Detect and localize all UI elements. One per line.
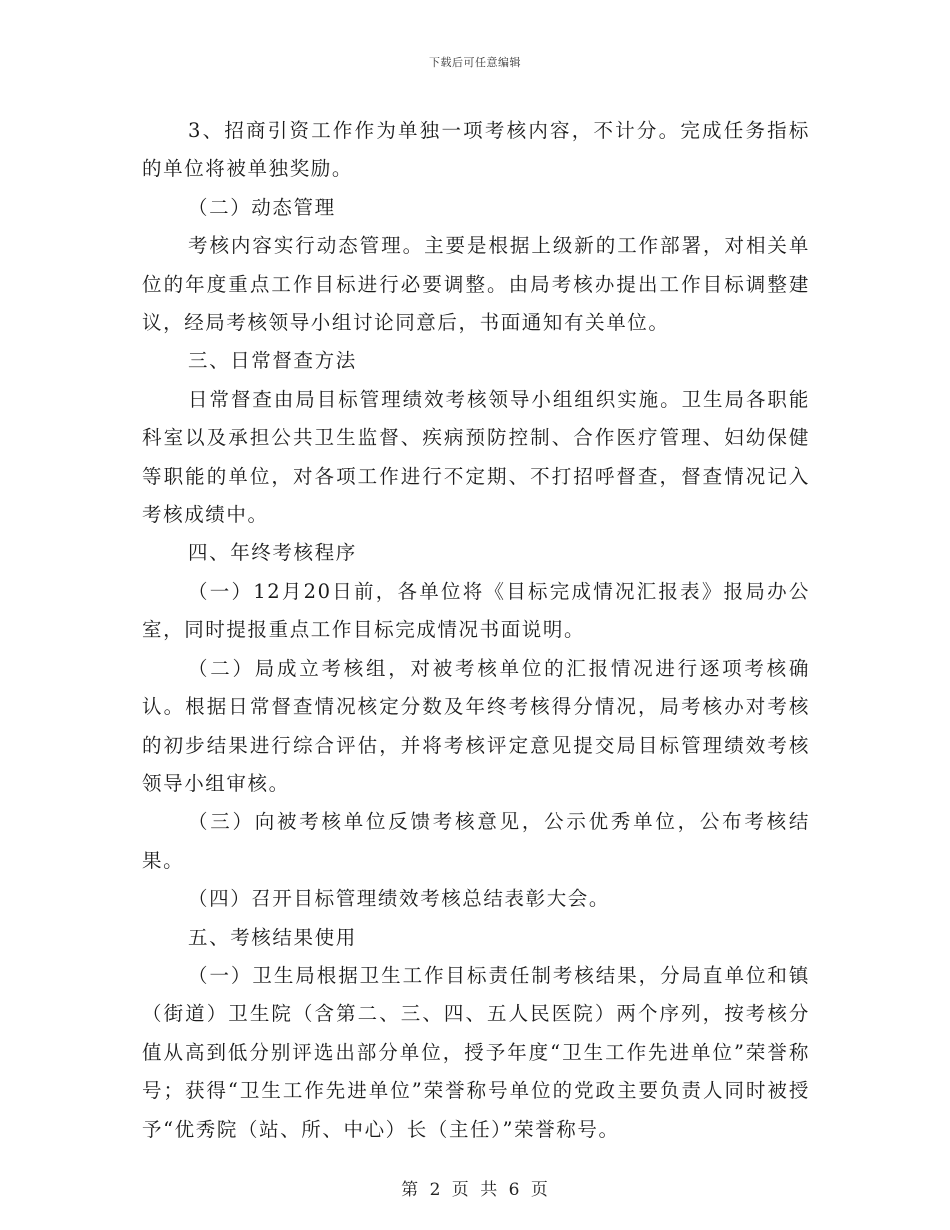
paragraph-dynamic-management: 考核内容实行动态管理。主要是根据上级新的工作部署，对相关单位的年度重点工作目标进行必要调整。由局考核办提出工作目标调整建议，经局考核领导小组讨论同意后，书面通知有关单位。 [142,234,810,335]
heading-results-usage: 五、考核结果使用 [188,925,357,949]
heading-year-end-procedure: 四、年终考核程序 [188,541,357,565]
subheading-dynamic-management: （二）动态管理 [188,195,336,219]
paragraph-procedure-step-3: （三）向被考核单位反馈考核意见，公示优秀单位，公布考核结果。 [142,810,810,872]
page-number-footer: 第 2 页 共 6 页 [401,1180,549,1200]
page-header: 下载后可任意编辑 [429,56,521,69]
document-body [142,112,810,1149]
paragraph-procedure-step-1: （一）12月20日前，各单位将《目标完成情况汇报表》报局办公室，同时提报重点工作目标完成情况书面说明。 [142,579,810,642]
paragraph-procedure-step-2: （二）局成立考核组，对被考核单位的汇报情况进行逐项考核确认。根据日常督查情况核定分数及年终考核得分情况，局考核办对考核的初步结果进行综合评估，并将考核评定意见提交局目标管理绩效考核领导小组审核。 [142,656,810,795]
paragraph-investment-note: 3、招商引资工作作为单独一项考核内容，不计分。完成任务指标的单位将被单独奖励。 [142,119,810,181]
paragraph-daily-supervision: 日常督查由局目标管理绩效考核领导小组组织实施。卫生局各职能科室以及承担公共卫生监督、疾病预防控制、合作医疗管理、妇幼保健等职能的单位，对各项工作进行不定期、不打招呼督查，督查情况记入考核成绩中。 [142,387,810,527]
paragraph-results-usage-1: （一）卫生局根据卫生工作目标责任制考核结果，分局直单位和镇（街道）卫生院（含第二、三、四、五人民医院）两个序列，按考核分值从高到低分别评选出部分单位，授予年度“卫生工作先进单位”荣誉称号；获得“卫生工作先进单位”荣誉称号单位的党政主要负责人同时被授予“优秀院（站、所、中心）长（主任）”荣誉称号。 [142,963,810,1141]
paragraph-procedure-step-4: （四）召开目标管理绩效考核总结表彰大会。 [188,887,611,911]
heading-daily-supervision: 三、日常督查方法 [188,349,357,373]
